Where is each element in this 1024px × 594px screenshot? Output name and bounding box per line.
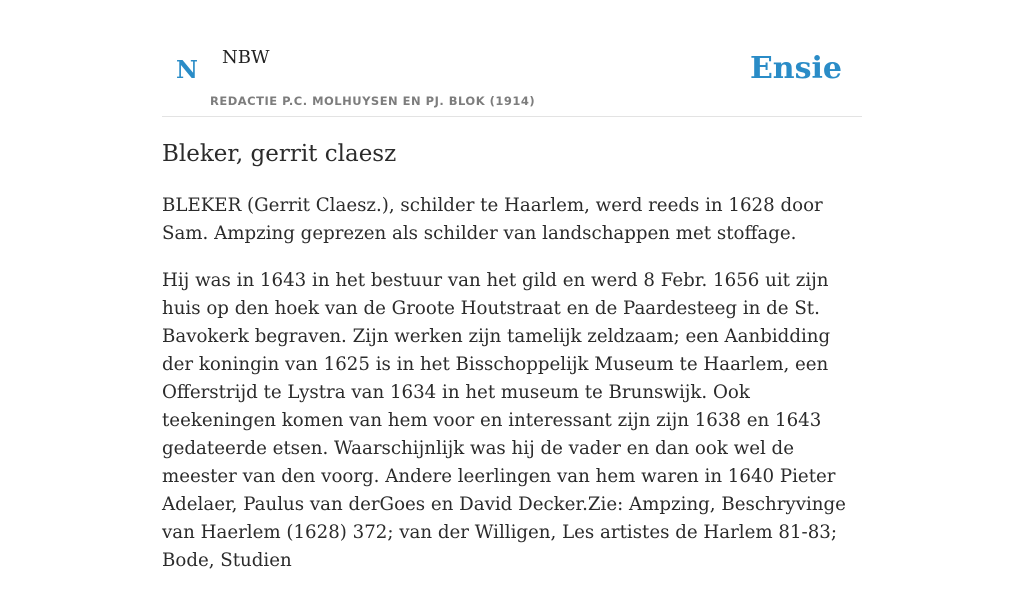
source-subtitle: REDACTIE P.C. MOLHUYSEN EN PJ. BLOK (1914) — [210, 94, 536, 108]
article-paragraph: BLEKER (Gerrit Claesz.), schilder te Haarlem, werd reeds in 1628 door Sam. Ampzing geprezen als schilder van landschappen met stoffage. — [162, 195, 823, 244]
brand-logo[interactable]: Ensie — [749, 51, 842, 86]
article-paragraph: Hij was in 1643 in het bestuur van het gild en werd 8 Febr. 1656 uit zijn huis op den hoek van de Groote Houtstraat en de Paardesteeg in de St. Bavokerk begraven. Zijn werken zijn tamelijk zeldzaam; een Aanbidding der koningin van 1625 is in het Bisschoppelijk Museum te Haarlem, een Offerstrijd te Lystra van 1634 in het museum te Brunswijk. Ook teekeningen komen van hem voor en interessant zijn zijn 1638 en 1643 gedateerde etsen. Waarschijnlijk was hij de vader en dan ook wel de meester van den voorg. Andere leerlingen van hem waren in 1640 Pieter Adelaer, Paulus van derGoes en David Decker.Zie: Ampzing, Beschryvinge van Haerlem (1628) 372; van der Willigen, Les artistes de Harlem 81-83; Bode, Studien — [162, 270, 846, 571]
article-title: Bleker, gerrit claesz — [162, 141, 397, 167]
source-name[interactable]: NBW — [222, 47, 270, 68]
source-logo[interactable]: N — [176, 55, 198, 84]
article-body — [162, 192, 862, 594]
header — [162, 0, 862, 117]
